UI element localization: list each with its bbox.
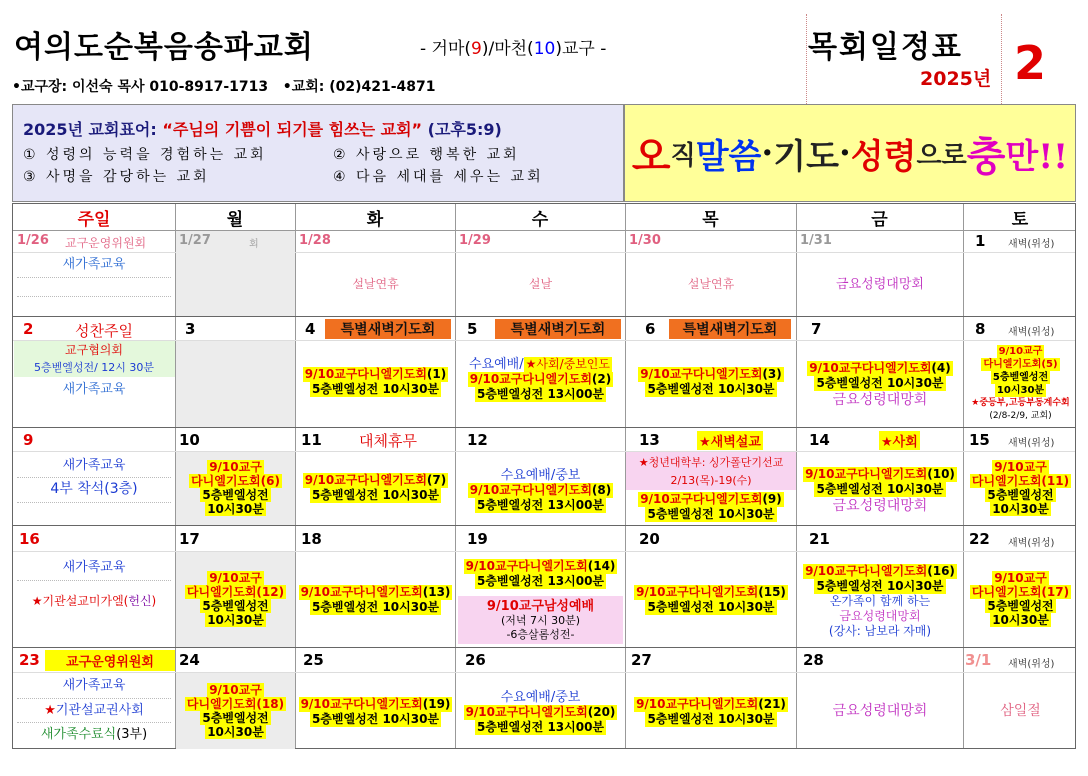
day-header-wed: 수 <box>531 209 549 230</box>
district-label <box>420 34 606 59</box>
event-label: 새가족교육 <box>62 256 126 272</box>
district-a: 9 <box>471 39 482 59</box>
event-label: (2/8-2/9, 교회) <box>989 411 1052 421</box>
church-name: 여의도순복음송파교회 <box>14 30 314 65</box>
prayer-location: 5층벧엘성전 10시30분 <box>816 578 944 593</box>
prayer-title: 교구다니엘기도회 <box>499 482 592 497</box>
prayer-meeting <box>803 467 957 482</box>
slogan-part: 기도 <box>773 136 839 177</box>
event-cell <box>964 456 1077 520</box>
prayer-prefix: 9/10교구 <box>994 571 1047 585</box>
dawn-sermon-tag: ★새벽설교 <box>697 431 763 450</box>
prayer-title: 교구다니엘기도회 <box>334 473 427 487</box>
district-mid: )/마천( <box>481 39 534 59</box>
event-cell <box>626 364 796 400</box>
event-cell <box>964 341 1077 427</box>
event-cell <box>296 364 455 400</box>
prayer-number: (19) <box>422 697 451 711</box>
prayer-number: (1) <box>426 367 447 381</box>
slogan-part: 충 <box>966 132 1006 180</box>
prayer-meeting <box>303 367 449 382</box>
prayer-number: (7) <box>426 473 447 487</box>
event-label: 설날 <box>528 277 553 291</box>
prayer-title: 다니엘기도회(18) <box>186 697 285 711</box>
motto-ref: (고후5:9) <box>422 120 502 139</box>
slogan-part: · <box>838 133 851 173</box>
divider <box>17 277 171 278</box>
event-cell <box>176 456 295 520</box>
prayer-meeting <box>468 483 614 498</box>
prayer-location: 5층벧엘성전 10시30분 <box>816 375 944 390</box>
prayer-prefix: 9/10 <box>304 473 335 487</box>
event-label: 9/10교구남성예배 <box>486 599 595 614</box>
event-label: 교구협의회 <box>65 342 123 357</box>
event-label: 설날연휴 <box>687 277 735 291</box>
special-dawn-tag: 특별새벽기도회 <box>669 319 791 339</box>
prayer-number: (14) <box>587 559 616 573</box>
prayer-title: 교구다니엘기도회 <box>834 563 928 578</box>
divider <box>17 502 171 503</box>
prayer-title: 교구다니엘기도회 <box>495 559 588 573</box>
prayer-prefix: 9/10 <box>805 563 835 578</box>
date-number: 22 <box>969 530 990 548</box>
wed-service-label: 수요예배/ <box>469 356 524 372</box>
event-cell <box>626 694 796 730</box>
prayer-meeting <box>807 361 953 376</box>
date-number: 12 <box>467 431 488 449</box>
prayer-location: 5층벧엘성전 <box>202 599 269 613</box>
date-number: 7 <box>811 320 822 338</box>
prayer-location: 5층벧엘성전 13시00분 <box>476 574 605 588</box>
prayer-prefix: 9/10 <box>636 697 666 711</box>
prayer-title: 다니엘기도회(12) <box>186 585 285 599</box>
event-cell <box>456 344 625 414</box>
slogan-part: 직 <box>670 140 696 171</box>
prayer-number: (4) <box>931 360 951 375</box>
prayer-number: (16) <box>927 563 955 578</box>
prayer-time: 10시30분 <box>992 613 1049 627</box>
divider <box>17 296 171 297</box>
event-label: 교구운영위원회 <box>65 236 147 250</box>
year-label: 2025년 <box>920 68 992 90</box>
event-cell <box>456 598 625 644</box>
motto-item: ③ 사명을 감당하는 교회 <box>23 169 210 185</box>
event-cell <box>296 694 455 730</box>
event-label: (강사: 남보라 자매) <box>828 623 932 638</box>
graduation-label <box>41 727 147 742</box>
day-header-sun: 주일 <box>77 209 111 230</box>
prayer-time: 10시30분 <box>207 725 264 739</box>
holiday-label: 삼일절 <box>1000 702 1041 719</box>
prayer-title: 교구다니엘기도회 <box>834 466 928 481</box>
event-label: 5층벧엘성전/ 12시 30분 <box>33 360 155 374</box>
date-number: 28 <box>803 651 824 669</box>
date-number: 1/26 <box>17 233 49 248</box>
blank-cell <box>176 341 295 427</box>
dawn-tag: 새벽(위성) <box>1008 538 1055 549</box>
date-number: 16 <box>19 530 40 548</box>
event-cell <box>456 684 625 740</box>
sermon-label <box>44 703 144 718</box>
event-label <box>13 590 175 612</box>
date-number: 11 <box>301 431 322 449</box>
prayer-meeting <box>634 585 788 600</box>
prayer-prefix: 9/10 <box>300 697 330 711</box>
graduation-text: 새가족수료식 <box>40 726 117 742</box>
date-number: 5 <box>467 320 478 338</box>
host-tag: ★사회 <box>879 431 920 450</box>
prayer-title: 다니엘기도회(5) <box>983 359 1058 370</box>
event-cell <box>797 460 963 520</box>
date-number: 26 <box>465 651 486 669</box>
council-tag: 교구운영위원회 <box>45 650 175 671</box>
prayer-prefix: 9/10 <box>640 492 670 506</box>
prayer-prefix: 9/10교구 <box>209 460 262 474</box>
prayer-meeting <box>299 697 453 712</box>
prayer-title: 교구다니엘기도회 <box>495 704 588 719</box>
event-cell <box>296 582 455 618</box>
prayer-time: 10시30분 <box>207 502 264 516</box>
motto-quote: “주님의 기쁨이 되기를 힘쓰는 교회” <box>162 120 423 139</box>
district-suffix: )교구 - <box>555 39 607 59</box>
date-number: 20 <box>639 530 660 548</box>
month-number: 2 <box>1014 36 1047 90</box>
prayer-number: (13) <box>422 585 451 599</box>
event-cell <box>456 462 625 518</box>
title-frame <box>806 14 1002 106</box>
day-header-tue: 화 <box>366 209 384 230</box>
prayer-prefix: 9/10 <box>304 367 335 381</box>
prayer-meeting <box>803 564 957 579</box>
prayer-number: (8) <box>591 482 612 497</box>
prayer-location: 5층벧엘성전 13시00분 <box>476 386 605 401</box>
prayer-prefix: 9/10교구 <box>994 460 1047 474</box>
sunday-title: 성찬주일 <box>75 322 133 340</box>
wed-service-label: 수요예배/중보 <box>500 467 581 483</box>
wed-service <box>469 357 612 372</box>
date-number: 19 <box>467 530 488 548</box>
special-dawn-tag: 특별새벽기도회 <box>495 319 621 339</box>
date-number: 1/29 <box>459 233 491 248</box>
sermon-label <box>32 594 156 609</box>
day-header-thu: 목 <box>702 209 719 230</box>
event-cell <box>176 566 295 632</box>
event-cell <box>797 558 963 644</box>
prayer-prefix: 9/10 <box>300 585 330 599</box>
special-dawn-tag: 특별새벽기도회 <box>325 319 451 339</box>
prayer-prefix: 9/10 <box>809 360 839 375</box>
prayer-meeting <box>299 585 453 600</box>
prayer-prefix: 9/10 <box>805 466 835 481</box>
day-header-mon: 월 <box>226 209 244 230</box>
date-number: 1/30 <box>629 233 661 248</box>
event-label: 금요성령대망회 <box>832 497 928 514</box>
wed-role <box>524 357 612 372</box>
divider <box>17 580 171 581</box>
motto-item: ④ 다음 세대를 세우는 교회 <box>333 169 544 185</box>
date-number: 18 <box>301 530 322 548</box>
event-label: 온가족이 함께 하는 <box>829 593 931 608</box>
event-cell <box>456 556 625 592</box>
graduation-service: (3부) <box>116 726 148 742</box>
prayer-title: 다니엘기도회(6) <box>191 474 280 488</box>
date-number: 1 <box>975 232 986 250</box>
prayer-location: 5층벧엘성전 10시30분 <box>311 488 440 502</box>
date-number: 3/1 <box>965 651 992 669</box>
date-number: 6 <box>645 320 656 338</box>
event-cell <box>626 490 796 524</box>
prayer-location: 5층벧엘성전 <box>202 488 269 502</box>
date-number: 25 <box>303 651 324 669</box>
contact-info <box>12 76 436 96</box>
prayer-prefix: 9/10교구 <box>998 346 1043 357</box>
schedule-title: 목회일정표 <box>808 30 963 65</box>
prayer-title: 교구다니엘기도회 <box>669 492 763 506</box>
prayer-location: 5층벧엘성전 <box>202 711 269 725</box>
date-number: 15 <box>969 431 990 449</box>
event-cell <box>626 582 796 618</box>
prayer-prefix: 9/10교구 <box>209 683 262 697</box>
prayer-title: 교구다니엘기도회 <box>330 697 423 711</box>
prayer-meeting <box>638 367 784 382</box>
prayer-number: (2) <box>591 371 612 386</box>
prayer-prefix: 9/10 <box>636 585 666 599</box>
dawn-tag: 새벽(위성) <box>1008 239 1055 250</box>
date-number: 24 <box>179 651 200 669</box>
prayer-time: 10시30분 <box>992 502 1049 516</box>
prayer-prefix: 9/10교구 <box>209 571 262 585</box>
prayer-title: 교구다니엘기도회 <box>334 367 427 381</box>
event-label: 금요성령대망회 <box>839 608 921 623</box>
motto-box <box>12 104 624 202</box>
day-header-sat: 토 <box>1011 209 1029 230</box>
district-prefix: - 거마( <box>420 39 472 59</box>
date-number: 1/31 <box>800 233 832 248</box>
motto-prefix: 2025년 교회표어: <box>23 120 163 139</box>
calendar-grid <box>12 203 1076 749</box>
prayer-location: 5층벧엘성전 10시30분 <box>647 382 775 396</box>
date-number: 23 <box>19 651 40 669</box>
prayer-meeting <box>638 492 784 507</box>
event-label: 새가족교육 <box>62 381 126 397</box>
prayer-prefix: 9/10 <box>469 482 500 497</box>
event-cell <box>964 566 1077 632</box>
event-label: ★청년대학부: 싱가폴단기선교 <box>638 455 784 469</box>
event-label: 회 <box>249 239 259 250</box>
prayer-meeting <box>303 473 449 488</box>
event-label <box>13 699 175 721</box>
dawn-tag: 새벽(위성) <box>1008 327 1055 338</box>
wed-service-label: 수요예배/중보 <box>500 689 581 705</box>
prayer-title: 다니엘기도회(11) <box>971 474 1070 488</box>
event-label: 2/13(목)-19(수) <box>670 473 752 487</box>
prayer-location: 5층벧엘성전 13시00분 <box>476 497 605 512</box>
date-number: 4 <box>305 320 316 338</box>
slogan-part: 만!! <box>1005 136 1069 177</box>
date-number: 17 <box>179 530 200 548</box>
church-phone: •교회: (02)421-4871 <box>282 79 436 95</box>
event-label: 새가족교육 <box>62 559 126 575</box>
prayer-location: 5층벧엘성전 <box>987 599 1054 613</box>
slogan-part: 오 <box>631 132 671 180</box>
prayer-location: 5층벧엘성전 10시30분 <box>647 507 775 521</box>
prayer-time: 10시30분 <box>996 385 1045 396</box>
date-number: 13 <box>639 431 660 449</box>
event-label <box>13 723 175 745</box>
date-number: 3 <box>185 320 196 338</box>
date-number: 8 <box>975 320 986 338</box>
date-number: 1/27 <box>179 233 211 248</box>
event-cell <box>176 678 295 744</box>
date-number: 1/28 <box>299 233 331 248</box>
motto-line <box>23 117 613 140</box>
prayer-number: (10) <box>927 466 955 481</box>
motto-item: ② 사랑으로 행복한 교회 <box>333 147 520 163</box>
event-label: 금요성령대망회 <box>836 277 924 292</box>
event-label: (저녁 7시 30분) <box>500 614 581 627</box>
star-icon: ★ <box>44 702 56 718</box>
prayer-location: 5층벧엘성전 13시00분 <box>476 719 605 734</box>
motto-item: ① 성령의 능력을 경험하는 교회 <box>23 147 267 163</box>
slogan-part: 으로 <box>916 140 967 171</box>
event-cell <box>797 354 963 414</box>
holiday-title: 대체휴무 <box>359 432 417 450</box>
prayer-location: 5층벧엘성전 <box>987 488 1054 502</box>
event-label: 새가족교육 <box>62 677 126 693</box>
prayer-prefix: 9/10 <box>465 559 495 573</box>
prayer-meeting <box>464 559 618 574</box>
date-number: 2 <box>23 320 34 338</box>
dawn-tag: 새벽(위성) <box>1008 438 1055 449</box>
slogan-part: 말씀 <box>695 136 762 177</box>
event-label: 4부 착석(3층) <box>50 480 138 497</box>
event-label: 금요성령대망회 <box>832 391 928 408</box>
prayer-number: (3) <box>762 367 782 381</box>
prayer-location: 5층벧엘성전 10시30분 <box>311 712 440 726</box>
prayer-title: 교구다니엘기도회 <box>669 367 763 381</box>
sermon-visible: 기관설교권사회 <box>55 702 144 718</box>
slogan-part: · <box>761 133 774 173</box>
prayer-location: 5층벧엘성전 10시30분 <box>816 481 944 496</box>
dawn-tag: 새벽(위성) <box>1008 659 1055 670</box>
event-label: 금요성령대망회 <box>832 702 928 719</box>
sermon-close: ) <box>151 593 157 608</box>
slogan-banner <box>624 104 1076 202</box>
event-label: 설날연휴 <box>352 277 399 291</box>
prayer-location: 5층벧엘성전 10시30분 <box>311 382 440 396</box>
prayer-location: 5층벧엘성전 <box>992 372 1049 383</box>
slogan-part: 성령 <box>850 136 917 177</box>
prayer-title: 다니엘기도회(17) <box>971 585 1070 599</box>
event-cell <box>296 470 455 506</box>
date-number: 27 <box>631 651 652 669</box>
prayer-number: (21) <box>758 697 786 711</box>
prayer-title: 교구다니엘기도회 <box>499 371 592 386</box>
prayer-number: (20) <box>587 704 616 719</box>
date-number: 9 <box>23 431 34 449</box>
prayer-prefix: 9/10 <box>465 704 495 719</box>
prayer-location: 5층벧엘성전 10시30분 <box>311 600 440 614</box>
prayer-number: (15) <box>758 585 786 599</box>
date-number: 10 <box>179 431 200 449</box>
sermon-text: ★기관설교미가엘( <box>31 593 129 608</box>
event-label: -6층살롬성전- <box>506 628 575 641</box>
prayer-title: 교구다니엘기도회 <box>838 360 932 375</box>
event-label: 새가족교육 <box>62 457 126 473</box>
motto-items <box>23 144 613 188</box>
prayer-meeting <box>634 697 788 712</box>
prayer-prefix: 9/10 <box>469 371 500 386</box>
prayer-meeting <box>468 372 614 387</box>
prayer-title: 교구다니엘기도회 <box>665 697 759 711</box>
prayer-time: 10시30분 <box>207 613 264 627</box>
event-label: ★중등부,고등부동계수회 <box>971 398 1070 408</box>
wed-role-label: ★사회/중보인도 <box>525 356 610 371</box>
date-number: 14 <box>809 431 830 449</box>
prayer-title: 교구다니엘기도회 <box>665 585 759 599</box>
prayer-prefix: 9/10 <box>640 367 670 381</box>
sermon-highlight: 헌신 <box>128 593 152 608</box>
date-number: 21 <box>809 530 830 548</box>
prayer-location: 5층벧엘성전 10시30분 <box>647 712 775 726</box>
pastor-contact: •교구장: 이선숙 목사 010-8917-1713 <box>12 79 269 95</box>
prayer-meeting <box>464 705 618 720</box>
district-b: 10 <box>533 39 556 59</box>
prayer-title: 교구다니엘기도회 <box>330 585 423 599</box>
day-header-fri: 금 <box>871 209 888 230</box>
prayer-location: 5층벧엘성전 10시30분 <box>647 600 775 614</box>
prayer-number: (9) <box>762 492 782 506</box>
